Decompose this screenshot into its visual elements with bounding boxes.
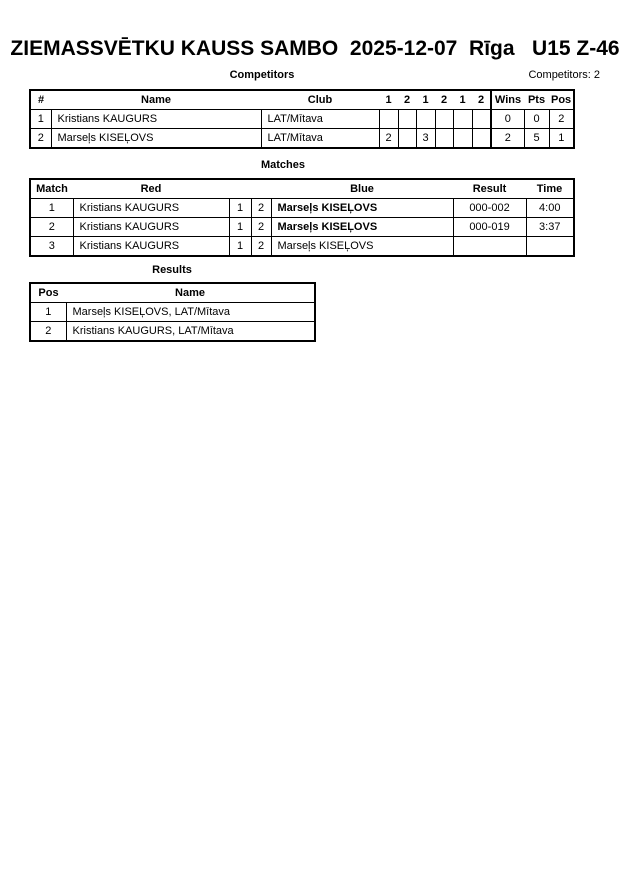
result-pos: 1	[30, 303, 66, 322]
blue-number: 2	[251, 237, 271, 257]
table-row	[30, 199, 574, 218]
result-pos: 2	[30, 322, 66, 342]
col-round: 2	[403, 94, 411, 106]
col-round: 2	[440, 94, 448, 106]
red-name: Kristians KAUGURS	[73, 218, 229, 237]
red-number: 1	[229, 218, 251, 237]
col-pos: Pos	[551, 94, 572, 106]
round-score	[398, 129, 416, 149]
col-time: Time	[536, 183, 563, 195]
competitor-name: Marseļs KISEĻOVS	[51, 129, 261, 149]
round-score	[453, 110, 472, 129]
col-round: 1	[385, 94, 392, 106]
red-number: 1	[229, 237, 251, 257]
round-score	[435, 129, 453, 149]
page-title: ZIEMASSVĒTKU KAUSS SAMBO 2025-12-07 Rīga U15 Z-46	[10, 37, 620, 60]
table-row	[30, 218, 574, 237]
round-score	[435, 110, 453, 129]
wins-value: 2	[491, 129, 524, 149]
round-score	[453, 129, 472, 149]
match-number: 3	[30, 237, 73, 257]
table-row	[30, 110, 574, 129]
pts-value: 0	[524, 110, 549, 129]
col-number: #	[37, 94, 45, 106]
round-score	[472, 129, 491, 149]
match-result: 000-019	[453, 218, 526, 237]
col-blue-num	[251, 179, 271, 199]
col-name: Name	[175, 287, 205, 299]
pts-value: 5	[524, 129, 549, 149]
red-name: Kristians KAUGURS	[73, 237, 229, 257]
table-header-row	[30, 283, 315, 303]
table-row	[30, 303, 315, 322]
competitor-name: Kristians KAUGURS	[51, 110, 261, 129]
round-score: 2	[379, 129, 398, 149]
pos-value: 1	[549, 129, 574, 149]
table-row	[30, 322, 315, 342]
blue-name: Marseļs KISEĻOVS	[271, 199, 453, 218]
competitor-number: 2	[30, 129, 51, 149]
result-name: Marseļs KISEĻOVS, LAT/Mītava	[66, 303, 315, 322]
pos-value: 2	[549, 110, 574, 129]
round-score	[379, 110, 398, 129]
col-name: Name	[141, 94, 171, 106]
col-red-num	[229, 179, 251, 199]
wins-value: 0	[491, 110, 524, 129]
match-number: 1	[30, 199, 73, 218]
matches-table	[29, 178, 575, 257]
col-red: Red	[140, 183, 162, 195]
table-header-row	[30, 90, 574, 110]
results-table	[29, 282, 316, 342]
col-pts: Pts	[527, 94, 546, 106]
col-club: Club	[307, 94, 333, 106]
result-name: Kristians KAUGURS, LAT/Mītava	[66, 322, 315, 342]
competitor-club: LAT/Mītava	[261, 129, 379, 149]
match-time: 4:00	[526, 199, 574, 218]
blue-number: 2	[251, 199, 271, 218]
col-wins: Wins	[491, 90, 524, 110]
round-score: 3	[416, 129, 435, 149]
matches-section-label: Matches	[260, 159, 306, 171]
col-round: 2	[477, 94, 485, 106]
red-name: Kristians KAUGURS	[73, 199, 229, 218]
match-time	[526, 237, 574, 257]
round-score	[398, 110, 416, 129]
competitors-count: Competitors: 2	[528, 69, 600, 81]
competitors-section-label: Competitors	[229, 69, 295, 81]
match-result: 000-002	[453, 199, 526, 218]
match-time: 3:37	[526, 218, 574, 237]
competitor-club: LAT/Mītava	[261, 110, 379, 129]
col-pos: Pos	[38, 287, 59, 299]
table-row	[30, 237, 574, 257]
col-result: Result	[472, 183, 507, 195]
col-round: 1	[422, 94, 429, 106]
round-score	[416, 110, 435, 129]
competitors-table	[29, 89, 575, 149]
results-section-label: Results	[152, 264, 192, 276]
round-score	[472, 110, 491, 129]
match-number: 2	[30, 218, 73, 237]
table-header-row	[30, 179, 574, 199]
blue-name: Marseļs KISEĻOVS	[271, 237, 453, 257]
col-round: 1	[459, 94, 466, 106]
competitor-number: 1	[30, 110, 51, 129]
table-row	[30, 129, 574, 149]
red-number: 1	[229, 199, 251, 218]
col-match: Match	[36, 183, 68, 195]
col-blue: Blue	[350, 183, 374, 195]
blue-number: 2	[251, 218, 271, 237]
match-result	[453, 237, 526, 257]
blue-name: Marseļs KISEĻOVS	[271, 218, 453, 237]
